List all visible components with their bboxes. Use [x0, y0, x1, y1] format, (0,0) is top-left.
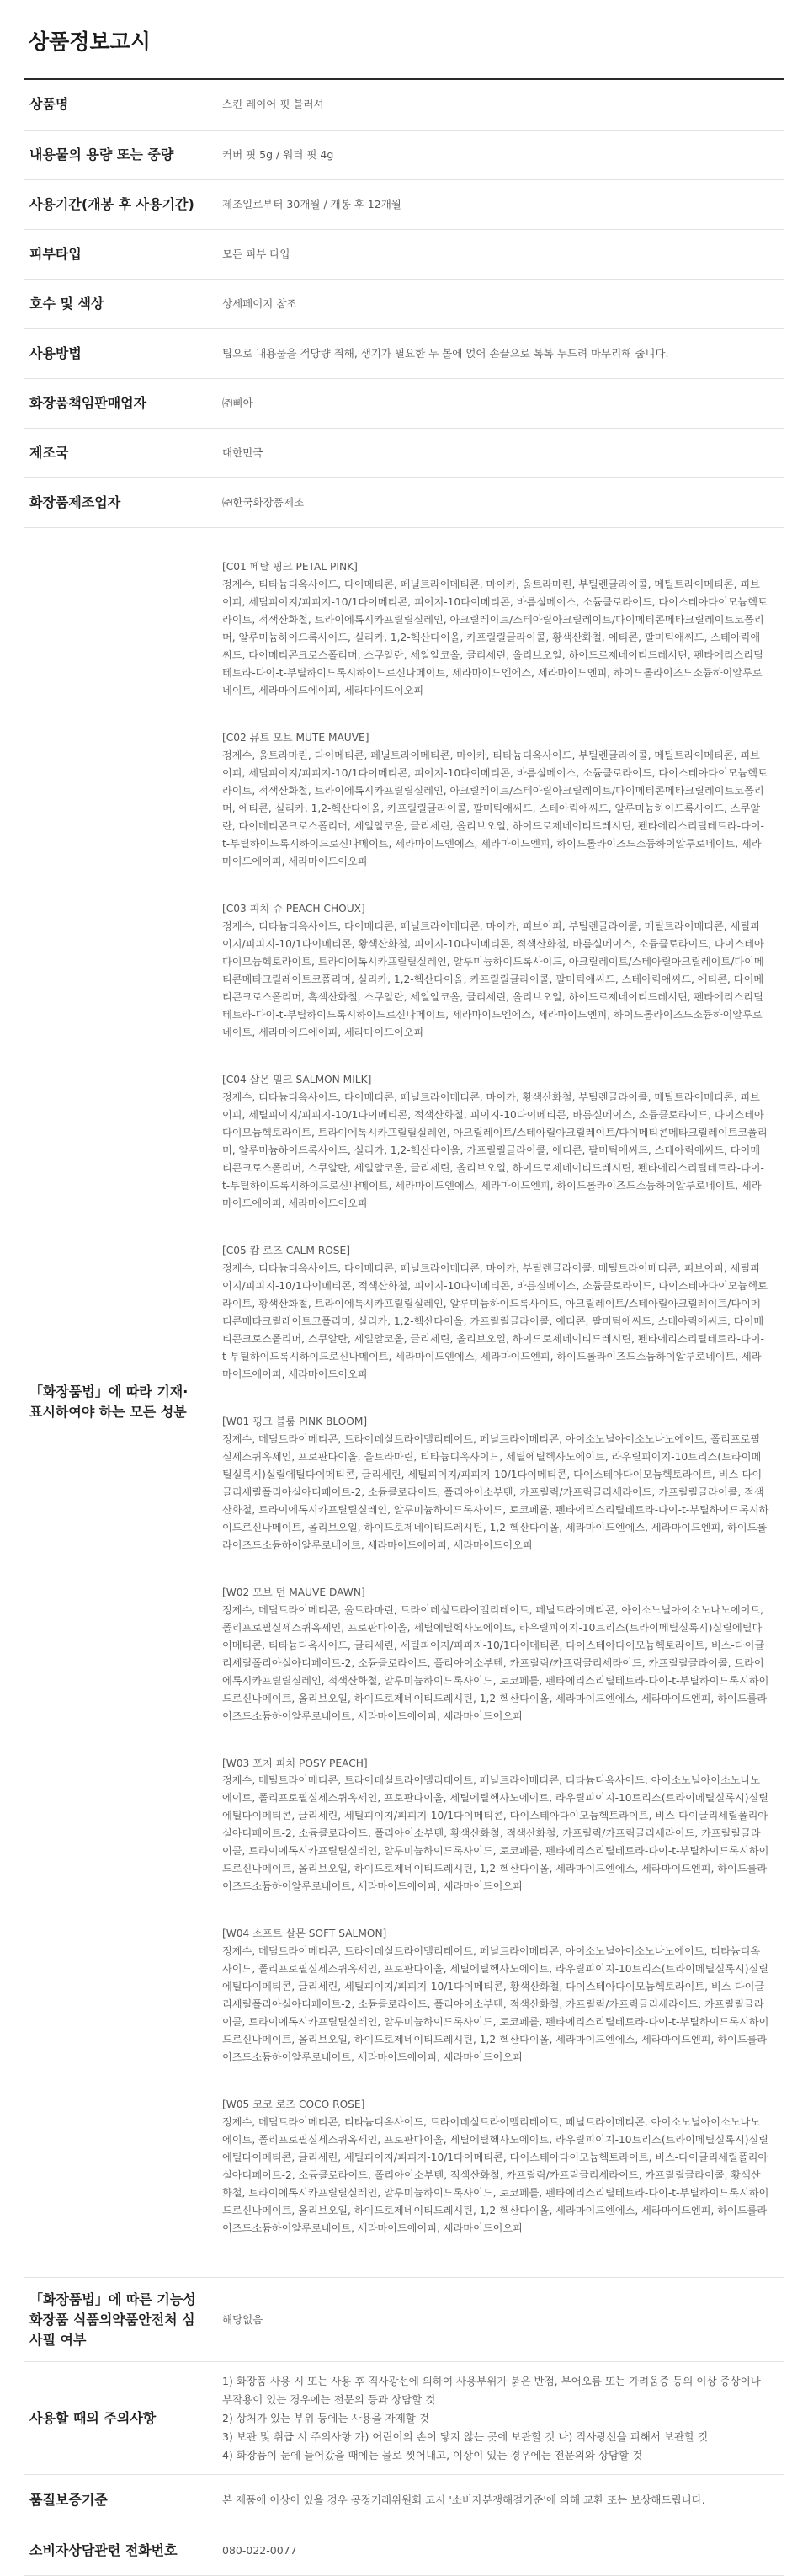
row-value-product-name: 스킨 레이어 핏 블러셔: [208, 80, 784, 130]
table-row: [24, 378, 784, 428]
shade-ingredients: 정제수, 메틸트라이메티콘, 트라이데실트라이멜리테이트, 페닐트라이메티콘, 티타늄디옥사이드, 아이소노닐아이소노나노에이트, 폴리프로필실세스퀴옥세인, 프로판다이올, 세틸에틸헥사노에이트, 라우릴피이지-10트리스(트라이메틸실록시)실릴에틸다이메티콘, 글리세린, 세틸피이지/피피지-10/1다이메티콘, 다이스테아다이모늄헥토라이트, 비스-다이글리세릴폴리아실아디페이트-2, 소듐클로라이드, 폴리아이소부텐, 황색산화철, 적색산화철, 카프릴릭/카프릭글리세라이드, 카프릴릴글라이콜, 트라이에톡시카프릴릴실레인, 알루미늄하이드록사이드, 토코페롤, 펜타에리스리틸테트라-다이-t-부틸하이드록시하이드로신나메이트, 올리브오일, 하이드로제네이티드레시틴, 1,2-헥산다이올, 세라마이드엔에스, 세라마이드엔피, 하이드롤라이즈드소듐하이알루로네이트, 세라마이드에이피, 세라마이드이오피: [222, 1774, 769, 1893]
shade-heading: [W02 모브 던 MAUVE DAWN]: [222, 1586, 365, 1598]
row-value-country: 대한민국: [208, 428, 784, 477]
shade-ingredients: 정제수, 메틸트라이메티콘, 울트라마린, 트라이데실트라이멜리테이트, 페닐트라이메티콘, 아이소노닐아이소노나노에이트, 폴리프로필실세스퀴옥세인, 프로판다이올, 세틸에틸헥사노에이트, 라우릴피이지-10트리스(트라이메틸실록시)실릴에틸다이메티콘, 티타늄디옥사이드, 글리세린, 세틸피이지/피피지-10/1다이메티콘, 다이스테아다이모늄헥토라이트, 비스-다이글리세릴폴리아실아디페이트-2, 소듐클로라이드, 폴리아이소부텐, 카프릴릭/카프릭글리세라이드, 카프릴릴글라이콜, 트라이에톡시카프릴릴실레인, 적색산화철, 알루미늄하이드록사이드, 토코페롤, 펜타에리스리틸테트라-다이-t-부틸하이드록시하이드로신나메이트, 올리브오일, 하이드로제네이티드레시틴, 1,2-헥산다이올, 세라마이드엔에스, 세라마이드엔피, 하이드롤라이즈드소듐하이알루로네이트, 세라마이드에이피, 세라마이드이오피: [222, 1603, 769, 1722]
ingredient-block: [222, 558, 769, 700]
row-label-ingredients: 「화장품법」에 따라 기재·표시하여야 하는 모든 성분: [24, 527, 208, 2278]
shade-ingredients: 정제수, 티타늄디옥사이드, 다이메티콘, 페닐트라이메티콘, 마이카, 울트라마린, 부틸렌글라이콜, 메틸트라이메티콘, 피브이피, 세틸피이지/피피지-10/1다이메티콘, 피이지-10다이메티콘, 바름실메이스, 소듐클로라이드, 다이스테아다이모늄헥토라이트, 적색산화철, 트라이에톡시카프릴릴실레인, 아크릴레이트/스테아릴아크릴레이트/다이메티콘메타크릴레이트코폴리머, 알루미늄하이드록사이드, 실리카, 1,2-헥산다이올, 카프릴릴글라이콜, 황색산화철, 에티콘, 팔미틱애씨드, 스테아릭애씨드, 다이메티콘크로스폴리머, 스쿠알란, 세일알코올, 글리세린, 올리브오일, 하이드로제네이티드레시틴, 펜타에리스리틸테트라-다이-t-부틸하이드록시하이드로신나메이트, 세라마이드엔에스, 세라마이드엔피, 하이드롤라이즈드소듐하이알루로네이트, 세라마이드에이피, 세라마이드이오피: [222, 579, 768, 697]
row-label-usage: 사용방법: [24, 328, 208, 378]
table-row: [24, 2362, 784, 2475]
shade-heading: [C05 캄 로즈 CALM ROSE]: [222, 1244, 350, 1256]
shade-ingredients: 정제수, 메틸트라이메티콘, 트라이데실트라이멜리테이트, 페닐트라이메티콘, 아이소노닐아이소노나노에이트, 폴리프로필실세스퀴옥세인, 프로판다이올, 울트라마린, 티타늄디옥사이드, 세틸에틸헥사노에이트, 라우릴피이지-10트리스(트라이메틸실록시)실릴에틸다이메티콘, 글리세린, 세틸피이지/피피지-10/1다이메티콘, 다이스테아다이모늄헥토라이트, 비스-다이글리세릴폴리아실아디페이트-2, 소듐클로라이드, 폴리아이소부텐, 카프릴릭/카프릭글리세라이드, 카프릴릴글라이콜, 적색산화철, 트라이에톡시카프릴릴실레인, 알루미늄하이드록사이드, 토코페롤, 펜타에리스리틸테트라-다이-t-부틸하이드록시하이드로신나메이트, 올리브오일, 하이드로제네이티드레시틴, 1,2-헥산다이올, 세라마이드엔에스, 세라마이드엔피, 하이드롤라이즈드소듐하이알루로네이트, 세라마이드에이피, 세라마이드이오피: [222, 1432, 769, 1551]
shade-heading: [W01 핑크 블룸 PINK BLOOM]: [222, 1415, 368, 1427]
shade-heading: [W04 소프트 살몬 SOFT SALMON]: [222, 1928, 387, 1940]
table-row: [24, 80, 784, 130]
row-label-distributor: 화장품책임판매업자: [24, 378, 208, 428]
table-row: [24, 428, 784, 477]
table-row: [24, 2525, 784, 2576]
ingredient-block: [222, 1413, 769, 1555]
table-row: [24, 179, 784, 229]
shade-heading: [W05 코코 로즈 COCO ROSE]: [222, 2099, 365, 2111]
shade-ingredients: 정제수, 메틸트라이메티콘, 티타늄디옥사이드, 트라이데실트라이멜리테이트, 페닐트라이메티콘, 아이소노닐아이소노나노에이트, 폴리프로필실세스퀴옥세인, 프로판다이올, 세틸에틸헥사노에이트, 라우릴피이지-10트리스(트라이메틸실록시)실릴에틸다이메티콘, 글리세린, 세틸피이지/피피지-10/1다이메티콘, 다이스테아다이모늄헥토라이트, 비스-다이글리세릴폴리아실아디페이트-2, 소듐클로라이드, 폴리아이소부텐, 적색산화철, 카프릴릭/카프릭글리세라이드, 카프릴릴글라이콜, 황색산화철, 트라이에톡시카프릴릴실레인, 알루미늄하이드록사이드, 토코페롤, 펜타에리스리틸테트라-다이-t-부틸하이드록시하이드로신나메이트, 올리브오일, 하이드로제네이티드레시틴, 1,2-헥산다이올, 세라마이드엔에스, 세라마이드엔피, 하이드롤라이즈드소듐하이알루로네이트, 세라마이드에이피, 세라마이드이오피: [222, 2116, 769, 2235]
table-row: [24, 328, 784, 378]
ingredient-block: [222, 2096, 769, 2237]
row-value-usage: 팁으로 내용물을 적당량 취해, 생기가 필요한 두 볼에 얹어 손끝으로 톡톡 두드려 마무리해 줍니다.: [208, 328, 784, 378]
row-label-customer-phone: 소비자상담관련 전화번호: [24, 2525, 208, 2576]
shade-ingredients: 정제수, 티타늄디옥사이드, 다이메티콘, 페닐트라이메티콘, 마이카, 부틸렌글라이콜, 메틸트라이메티콘, 피브이피, 세틸피이지/피피지-10/1다이메티콘, 적색산화철, 피이지-10다이메티콘, 바름실메이스, 소듐클로라이드, 다이스테아다이모늄헥토라이트, 황색산화철, 트라이에톡시카프릴릴실레인, 알루미늄하이드록사이드, 아크릴레이트/스테아릴아크릴레이트/다이메티콘메타크릴레이트코폴리머, 실리카, 1,2-헥산다이올, 카프릴릴글라이콜, 에티콘, 팔미틱애씨드, 스테아릭애씨드, 다이메티콘크로스폴리머, 스쿠알란, 세일알코올, 글리세린, 올리브오일, 하이드로제네이티드레시틴, 펜타에리스리틸테트라-다이-t-부틸하이드록시하이드로신나메이트, 세라마이드엔에스, 세라마이드엔피, 하이드롤라이즈드소듐하이알루로네이트, 세라마이드에이피, 세라마이드이오피: [222, 1261, 768, 1380]
row-value-distributor: ㈜삐아: [208, 378, 784, 428]
ingredient-block: [222, 1584, 769, 1725]
row-label-skin-type: 피부타입: [24, 229, 208, 279]
ingredient-block: [222, 1242, 769, 1384]
row-value-customer-phone: 080-022-0077: [208, 2525, 784, 2576]
row-value-volume: 커버 핏 5g / 워터 핏 4g: [208, 130, 784, 179]
row-label-country: 제조국: [24, 428, 208, 477]
row-label-quality-assurance: 품질보증기준: [24, 2475, 208, 2525]
table-row: [24, 229, 784, 279]
shade-ingredients: 정제수, 티타늄디옥사이드, 다이메티콘, 페닐트라이메티콘, 마이카, 피브이피, 부틸렌글라이콜, 메틸트라이메티콘, 세틸피이지/피피지-10/1다이메티콘, 황색산화철, 피이지-10다이메티콘, 적색산화철, 바름실메이스, 소듐클로라이드, 다이스테아다이모늄헥토라이트, 트라이에톡시카프릴릴실레인, 알루미늄하이드록사이드, 아크릴레이트/스테아릴아크릴레이트/다이메티콘메타크릴레이트코폴리머, 실리카, 1,2-헥산다이올, 카프릴릴글라이콜, 팔미틱애씨드, 스테아릭애씨드, 에티콘, 다이메티콘크로스폴리머, 흑색산화철, 스쿠알란, 세일알코올, 글리세린, 올리브오일, 하이드로제네이티드레시틴, 펜타에리스리틸테트라-다이-t-부틸하이드록시하이드로신나메이트, 세라마이드엔에스, 세라마이드엔피, 하이드롤라이즈드소듐하이알루로네이트, 세라마이드에이피, 세라마이드이오피: [222, 920, 764, 1039]
table-row: [24, 279, 784, 328]
table-row: [24, 477, 784, 527]
row-value-skin-type: 모든 피부 타입: [208, 229, 784, 279]
page-title: 상품정보고시: [24, 0, 784, 80]
ingredient-block: [222, 900, 769, 1042]
shade-heading: [C02 뮤트 모브 MUTE MAUVE]: [222, 732, 369, 744]
product-info-table: [24, 80, 784, 2576]
row-label-volume: 내용물의 용량 또는 중량: [24, 130, 208, 179]
row-value-quality-assurance: 본 제품에 이상이 있을 경우 공정거래위원회 고시 '소비자분쟁해결기준'에 의해 교환 또는 보상해드립니다.: [208, 2475, 784, 2525]
table-row: [24, 527, 784, 2278]
shade-heading: [C03 피치 슈 PEACH CHOUX]: [222, 903, 365, 915]
row-value-manufacturer: ㈜한국화장품제조: [208, 477, 784, 527]
shade-ingredients: 정제수, 티타늄디옥사이드, 다이메티콘, 페닐트라이메티콘, 마이카, 황색산화철, 부틸렌글라이콜, 메틸트라이메티콘, 피브이피, 세틸피이지/피피지-10/1다이메티콘, 적색산화철, 피이지-10다이메티콘, 바름실메이스, 소듐클로라이드, 다이스테아다이모늄헥토라이트, 트라이에톡시카프릴릴실레인, 아크릴레이트/스테아릴아크릴레이트/다이메티콘메타크릴레이트코폴리머, 알루미늄하이드록사이드, 실리카, 1,2-헥산다이올, 카프릴릴글라이콜, 에티콘, 팔미틱애씨드, 스테아릭애씨드, 다이메티콘크로스폴리머, 스쿠알란, 세일알코올, 글리세린, 올리브오일, 하이드로제네이티드레시틴, 펜타에리스리틸테트라-다이-t-부틸하이드록시하이드로신나메이트, 세라마이드엔에스, 세라마이드엔피, 하이드롤라이즈드소듐하이알루로네이트, 세라마이드에이피, 세라마이드이오피: [222, 1091, 768, 1209]
row-label-product-name: 상품명: [24, 80, 208, 130]
ingredient-block: [222, 1755, 769, 1896]
row-label-manufacturer: 화장품제조업자: [24, 477, 208, 527]
table-row: [24, 2475, 784, 2525]
table-row: [24, 2278, 784, 2362]
row-value-shade: 상세페이지 참조: [208, 279, 784, 328]
shade-ingredients: 정제수, 울트라마린, 다이메티콘, 페닐트라이메티콘, 마이카, 티타늄디옥사이드, 부틸렌글라이콜, 메틸트라이메티콘, 피브이피, 세틸피이지/피피지-10/1다이메티콘, 피이지-10다이메티콘, 바름실메이스, 소듐클로라이드, 다이스테아다이모늄헥토라이트, 적색산화철, 트라이에톡시카프릴릴실레인, 아크릴레이트/스테아릴아크릴레이트/다이메티콘메타크릴레이트코폴리머, 에티콘, 실리카, 1,2-헥산다이올, 카프릴릴글라이콜, 팔미틱애씨드, 스테아릭애씨드, 알루미늄하이드록사이드, 스쿠알란, 다이메티콘크로스폴리머, 세일알코올, 글리세린, 올리브오일, 하이드로제네이티드레시틴, 펜타에리스리틸테트라-다이-t-부틸하이드록시하이드로신나메이트, 세라마이드엔에스, 세라마이드엔피, 하이드롤라이즈드소듐하이알루로네이트, 세라마이드에이피, 세라마이드이오피: [222, 749, 768, 868]
ingredient-block: [222, 1925, 769, 2067]
row-label-functional-cosmetic: 「화장품법」에 따른 기능성 화장품 식품의약품안전처 심사필 여부: [24, 2278, 208, 2362]
shade-heading: [C01 페탈 핑크 PETAL PINK]: [222, 561, 358, 573]
ingredients-list: [208, 527, 784, 2278]
row-label-shelf-life: 사용기간(개봉 후 사용기간): [24, 179, 208, 229]
row-value-functional-cosmetic: 해당없음: [208, 2278, 784, 2362]
table-row: [24, 130, 784, 179]
shade-ingredients: 정제수, 메틸트라이메티콘, 트라이데실트라이멜리테이트, 페닐트라이메티콘, 아이소노닐아이소노나노에이트, 티타늄디옥사이드, 폴리프로필실세스퀴옥세인, 프로판다이올, 세틸에틸헥사노에이트, 라우릴피이지-10트리스(트라이메틸실록시)실릴에틸다이메티콘, 글리세린, 세틸피이지/피피지-10/1다이메티콘, 황색산화철, 다이스테아다이모늄헥토라이트, 비스-다이글리세릴폴리아실아디페이트-2, 소듐클로라이드, 폴리아이소부텐, 적색산화철, 카프릴릭/카프릭글리세라이드, 카프릴릴글라이콜, 트라이에톡시카프릴릴실레인, 알루미늄하이드록사이드, 토코페롤, 펜타에리스리틸테트라-다이-t-부틸하이드록시하이드로신나메이트, 올리브오일, 하이드로제네이티드레시틴, 1,2-헥산다이올, 세라마이드엔에스, 세라마이드엔피, 하이드롤라이즈드소듐하이알루로네이트, 세라마이드에이피, 세라마이드이오피: [222, 1945, 769, 2064]
row-value-precautions: 1) 화장품 사용 시 또는 사용 후 직사광선에 의하여 사용부위가 붉은 반점, 부어오름 또는 가려움증 등의 이상 증상이나 부작용이 있는 경우에는 전문의 등과 상담할 것 2) 상처가 있는 부위 등에는 사용을 자제할 것 3) 보관 및 취급 시 주의사항 가) 어린이의 손이 닿지 않는 곳에 보관할 것 나) 직사광선을 피해서 보관할 것 4) 화장품이 눈에 들어갔을 때에는 물로 씻어내고, 이상이 있는 경우에는 전문의와 상담할 것: [208, 2362, 784, 2475]
shade-heading: [C04 살몬 밀크 SALMON MILK]: [222, 1074, 372, 1086]
row-label-shade: 호수 및 색상: [24, 279, 208, 328]
ingredient-block: [222, 729, 769, 871]
shade-heading: [W03 포지 피치 POSY PEACH]: [222, 1757, 368, 1769]
ingredient-block: [222, 1071, 769, 1213]
row-label-precautions: 사용할 때의 주의사항: [24, 2362, 208, 2475]
row-value-shelf-life: 제조일로부터 30개월 / 개봉 후 12개월: [208, 179, 784, 229]
